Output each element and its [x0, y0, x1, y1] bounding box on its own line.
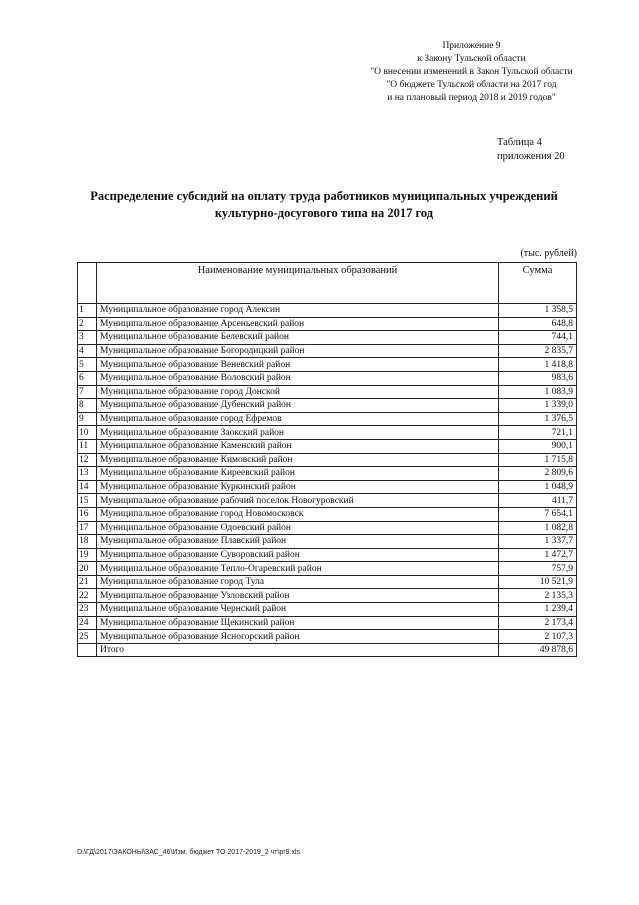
- appendix-line-2: к Закону Тульской области: [417, 54, 526, 64]
- row-number: 14: [78, 480, 97, 494]
- row-municipality: Муниципальное образование Каменский район: [97, 439, 499, 453]
- table-row: [78, 521, 577, 535]
- row-municipality: Муниципальное образование Воловский район: [97, 371, 499, 385]
- total-label: Итого: [97, 643, 499, 657]
- row-number: 11: [78, 439, 97, 453]
- row-sum: 2 135,3: [499, 589, 577, 603]
- row-sum: 900,1: [499, 439, 577, 453]
- table-reference: [497, 136, 607, 164]
- row-sum: 1 472,7: [499, 548, 577, 562]
- table-row: [78, 480, 577, 494]
- row-municipality: Муниципальное образование Киреевский район: [97, 467, 499, 481]
- row-sum: 648,8: [499, 317, 577, 331]
- header-sum-cell: Сумма: [499, 263, 577, 304]
- row-sum: 721,1: [499, 426, 577, 440]
- table-row: [78, 304, 577, 318]
- row-number: 17: [78, 521, 97, 535]
- row-sum: 2 809,6: [499, 467, 577, 481]
- row-number: 12: [78, 453, 97, 467]
- row-municipality: Муниципальное образование город Донской: [97, 385, 499, 399]
- table-row: [78, 426, 577, 440]
- row-sum: 1 715,8: [499, 453, 577, 467]
- row-number: 2: [78, 317, 97, 331]
- row-municipality: Муниципальное образование город Тула: [97, 575, 499, 589]
- row-municipality: Муниципальное образование Плавский район: [97, 535, 499, 549]
- row-sum: 1 083,9: [499, 385, 577, 399]
- table-row: [78, 548, 577, 562]
- row-number: 15: [78, 494, 97, 508]
- row-number: 16: [78, 507, 97, 521]
- row-municipality: Муниципальное образование Куркинский район: [97, 480, 499, 494]
- appendix-line-5: и на плановый период 2018 и 2019 годов": [387, 93, 556, 103]
- row-municipality: Муниципальное образование Белевский район: [97, 331, 499, 345]
- table-ref-line-2: приложения 20: [497, 151, 565, 162]
- table-row: [78, 385, 577, 399]
- table-row: [78, 603, 577, 617]
- table-row: [78, 494, 577, 508]
- row-municipality: Муниципальное образование Чернский район: [97, 603, 499, 617]
- row-municipality: Муниципальное образование Арсеньевский район: [97, 317, 499, 331]
- total-num-cell: [78, 643, 97, 657]
- appendix-line-3: "О внесении изменений в Закон Тульской области: [370, 67, 573, 77]
- row-sum: 983,6: [499, 371, 577, 385]
- row-sum: 1 339,0: [499, 399, 577, 413]
- row-sum: 1 418,8: [499, 358, 577, 372]
- table-ref-line-1: Таблица 4: [497, 137, 542, 148]
- appendix-line-4: "О бюджете Тульской области на 2017 год: [386, 80, 557, 90]
- row-number: 3: [78, 331, 97, 345]
- table-row: [78, 439, 577, 453]
- row-municipality: Муниципальное образование Узловский район: [97, 589, 499, 603]
- table-row: [78, 399, 577, 413]
- row-sum: 1 358,5: [499, 304, 577, 318]
- row-municipality: Муниципальное образование Одоевский район: [97, 521, 499, 535]
- row-number: 7: [78, 385, 97, 399]
- row-number: 19: [78, 548, 97, 562]
- row-sum: 411,7: [499, 494, 577, 508]
- table-row: [78, 616, 577, 630]
- document-title: [60, 188, 588, 222]
- row-sum: 744,1: [499, 331, 577, 345]
- row-number: 8: [78, 399, 97, 413]
- table-row: [78, 575, 577, 589]
- row-municipality: Муниципальное образование город Алексин: [97, 304, 499, 318]
- table-row: [78, 453, 577, 467]
- row-municipality: Муниципальное образование город Новомосковск: [97, 507, 499, 521]
- row-number: 4: [78, 344, 97, 358]
- table-row: [78, 562, 577, 576]
- units-label: (тыс. рублей): [520, 248, 577, 259]
- row-number: 18: [78, 535, 97, 549]
- row-sum: 1 082,8: [499, 521, 577, 535]
- header-num-cell: [78, 263, 97, 304]
- file-path-footer: D:\ГД\2017\ЗАКОНЫ\ЗАС_46\Изм. бюджет ТО 2017-2019_2 чт\pr9.xls: [77, 849, 301, 856]
- title-line-1: Распределение субсидий на оплату труда работников муниципальных учреждений: [90, 189, 558, 203]
- row-sum: 1 337,7: [499, 535, 577, 549]
- row-sum: 2 173,4: [499, 616, 577, 630]
- row-number: 1: [78, 304, 97, 318]
- row-municipality: Муниципальное образование Щекинский район: [97, 616, 499, 630]
- row-number: 13: [78, 467, 97, 481]
- row-municipality: Муниципальное образование Суворовский район: [97, 548, 499, 562]
- table-row: [78, 358, 577, 372]
- table-row: [78, 589, 577, 603]
- row-municipality: Муниципальное образование Веневский район: [97, 358, 499, 372]
- appendix-header: [330, 40, 613, 105]
- row-number: 5: [78, 358, 97, 372]
- title-line-2: культурно-досугового типа на 2017 год: [214, 206, 434, 220]
- table-row: [78, 507, 577, 521]
- row-municipality: Муниципальное образование рабочий поселок Новогуровский: [97, 494, 499, 508]
- row-sum: 1 376,5: [499, 412, 577, 426]
- row-sum: 1 239,4: [499, 603, 577, 617]
- row-municipality: Муниципальное образование Богородицкий район: [97, 344, 499, 358]
- total-sum: 49 878,6: [499, 643, 577, 657]
- header-name-cell: Наименование муниципальных образований: [97, 263, 499, 304]
- appendix-line-1: Приложение 9: [442, 41, 501, 51]
- row-number: 9: [78, 412, 97, 426]
- row-number: 22: [78, 589, 97, 603]
- row-number: 24: [78, 616, 97, 630]
- row-number: 20: [78, 562, 97, 576]
- row-number: 21: [78, 575, 97, 589]
- row-number: 10: [78, 426, 97, 440]
- row-municipality: Муниципальное образование Кимовский район: [97, 453, 499, 467]
- table-row: [78, 331, 577, 345]
- table-row: [78, 317, 577, 331]
- table-header-row: [78, 263, 577, 304]
- row-sum: 2 107,3: [499, 630, 577, 644]
- table-row: [78, 371, 577, 385]
- table-row: [78, 630, 577, 644]
- table-row: [78, 344, 577, 358]
- row-number: 6: [78, 371, 97, 385]
- row-sum: 1 048,9: [499, 480, 577, 494]
- row-sum: 7 654,1: [499, 507, 577, 521]
- table-row: [78, 412, 577, 426]
- row-sum: 2 835,7: [499, 344, 577, 358]
- row-municipality: Муниципальное образование Тепло-Огаревский район: [97, 562, 499, 576]
- row-municipality: Муниципальное образование город Ефремов: [97, 412, 499, 426]
- table-row: [78, 467, 577, 481]
- row-sum: 10 521,9: [499, 575, 577, 589]
- row-municipality: Муниципальное образование Ясногорский район: [97, 630, 499, 644]
- total-row: [78, 643, 577, 657]
- table-row: [78, 535, 577, 549]
- row-municipality: Муниципальное образование Заокский район: [97, 426, 499, 440]
- row-number: 25: [78, 630, 97, 644]
- row-number: 23: [78, 603, 97, 617]
- row-sum: 757,9: [499, 562, 577, 576]
- row-municipality: Муниципальное образование Дубенский район: [97, 399, 499, 413]
- subsidy-table: [77, 262, 577, 657]
